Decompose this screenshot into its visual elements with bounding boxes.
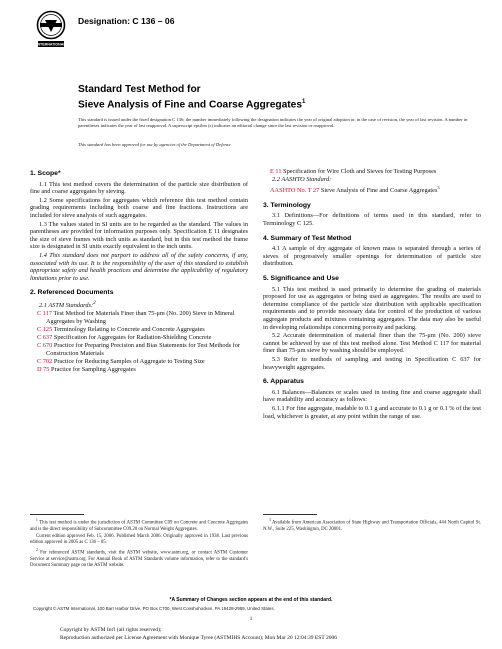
issue-note: This standard is issued under the fixed designation C 136; the number immediately following the designation indicates the year of original adoption or, in the case of revision, the year of last revision. A number in parentheses indicates the year of last reapproval. A superscript epsilon (ε) indicates an editorial change since the last revision or reapproval. xyxy=(78,117,468,129)
para-1-2: 1.2 Some specifications for aggregates which reference this test method contain grading requirements including both coarse and fine fractions. Instructions are included for sieve analysis of such aggregates. xyxy=(30,196,248,219)
footnote-1b: Current edition approved Feb. 15, 2006. Published March 2006. Originally approved in 1938. Last previous edition approved in 2005 as C 136 – 05. xyxy=(30,533,248,545)
section-referenced-docs-heading: 2. Referenced Documents xyxy=(30,289,114,297)
footnote-2: $^2$ For referenced ASTM standards, visit the ASTM website, www.astm.org, or contact ASTM Customer Service at service@astm.org. For Annual Book of ASTM Standards volume information, refer to the standard's Document Summary page on the ASTM website. xyxy=(30,547,248,568)
ref-item: C 117 Test Method for Materials Finer than 75-μm (No. 200) Sieve in Mineral Aggregates by Washing xyxy=(37,310,235,325)
title-text: Sieve Analysis of Fine and Coarse Aggregates xyxy=(78,99,303,111)
footnote-divider-left xyxy=(30,514,84,515)
ref-link[interactable]: C 117 xyxy=(37,310,52,318)
footnotes-right xyxy=(263,517,481,534)
approval-note: This standard has been approved for use by agencies of the Department of Defense. xyxy=(78,142,232,147)
para-5-2: 5.2 Accurate determination of material finer than the 75-μm (No. 200) sieve cannot be achieved by use of this test method alone. Test Method C 117 for material finer than 75-μm sieve by washing should be employed. xyxy=(263,332,481,355)
astm-standards-subheading: 2.1 ASTM Standards:$^2$ xyxy=(39,299,96,309)
ref-item: C 125 Terminology Relating to Concrete and Concrete Aggregates xyxy=(37,325,205,333)
left-column xyxy=(30,164,248,374)
para-6-1-1: 6.1.1 For fine aggregate, readable to 0.1 g and accurate to 0.1 g or 0.1 % of the test load, whichever is greater, at any point within the range of use. xyxy=(263,404,481,420)
section-summary-heading: 4. Summary of Test Method xyxy=(263,234,352,242)
license-line-1: Copyright by ASTM Int'l (all rights reserved); xyxy=(60,627,162,633)
ref-link[interactable]: C 125 xyxy=(37,325,53,333)
para-3-1: 3.1 Definitions—For definitions of terms used in this standard, refer to Terminology C 125. xyxy=(263,212,481,228)
designation: Designation: C 136 – 06 xyxy=(78,16,175,26)
astm-logo xyxy=(34,10,68,52)
ref-item: C 670 Practice for Preparing Precision and Bias Statements for Test Methods for Construction Materials xyxy=(37,341,241,357)
title-line-1: Standard Test Method for xyxy=(78,84,201,95)
summary-of-changes-note: *A Summary of Changes section appears at the end of this standard. xyxy=(169,597,333,603)
title-block xyxy=(78,84,478,111)
para-1-3: 1.3 The values stated in SI units are to be regarded as the standard. The values in parentheses are provided for information purposes only. Specification E 11 designates the size of sieve frames with inch units as standard, but in this test method the frame size is designated in SI units exactly equivalent to the inch units. xyxy=(30,220,248,251)
license-line-2: Reproduction authorized per License Agreement with Monique Tyree (ASTMIHS Account); Mon Mar 20 12:04:39 EST 2006 xyxy=(60,635,337,641)
ref-link[interactable]: C 637 xyxy=(37,333,53,341)
footnote-3: $^3$ Available from American Association of State Highway and Transportation Officials, 444 North Capitol St. N.W., Suite 225, Washington, DC 20001. xyxy=(263,518,481,532)
para-5-3: 5.3 Refer to methods of sampling and testing in Specification C 637 for heavyweight aggregates. xyxy=(263,355,481,371)
para-4-1: 4.1 A sample of dry aggregate of known mass is separated through a series of sieves of progressively smaller openings for determination of particle size distribution. xyxy=(263,245,481,268)
title-footnote-mark: 1 xyxy=(302,99,306,105)
section-apparatus-heading: 6. Apparatus xyxy=(263,378,304,386)
ref-item: E 11 Specification for Wire Cloth and Sieves for Testing Purposes xyxy=(270,168,437,175)
para-1-1: 1.1 This test method covers the determination of the particle size distribution of fine and coarse aggregates by sieving. xyxy=(30,180,248,196)
logo-caption: INTERNATIONAL xyxy=(36,42,66,47)
aashto-subheading: 2.2 AASHTO Standard: xyxy=(272,176,332,184)
footnote-1: $^1$ This test method is under the jurisdiction of ASTM Committee C09 on Concrete and Concrete Aggregates and is the direct responsibility of Subcommittee C09.20 on Normal Weight Aggregates. xyxy=(30,518,248,532)
ref-item: C 702 Practice for Reducing Samples of Aggregate to Testing Size xyxy=(37,357,205,365)
para-1-4: 1.4 This standard does not purport to address all of the safety concerns, if any, associated with its use. It is the responsibility of the user of this standard to establish appropriate safety and health practices and determine the applicability of regulatory limitations prior to use. xyxy=(30,251,248,282)
ref-link[interactable]: E 11 xyxy=(270,168,282,175)
ref-item: D 75 Practice for Sampling Aggregates xyxy=(37,365,136,373)
ref-link[interactable]: C 702 xyxy=(37,357,53,365)
footnotes-left xyxy=(30,517,248,570)
ref-item: C 637 Specification for Aggregates for Radiation-Shielding Concrete xyxy=(37,333,212,341)
right-column xyxy=(263,168,481,421)
ref-item: AASHTO No. T 27 Sieve Analysis of Fine and Coarse Aggregates$^3$ xyxy=(270,185,440,195)
section-terminology-heading: 3. Terminology xyxy=(263,201,311,209)
page-number: 1 xyxy=(249,616,253,622)
section-scope-heading: 1. Scope* xyxy=(30,170,61,177)
ref-link[interactable]: C 670 xyxy=(37,341,53,349)
para-5-1: 5.1 This test method is used primarily to determine the grading of materials proposed for use as aggregates or being used as aggregates. The results are used to determine compliance of the particle size distribution with applicable specification requirements and to provide necessary data for control of the production of various aggregate products and mixtures containing aggregates. The data may also be useful in developing relationships concerning porosity and packing. xyxy=(263,285,481,331)
ref-link[interactable]: D 75 xyxy=(37,365,50,373)
section-significance-heading: 5. Significance and Use xyxy=(263,275,339,283)
footnote-divider-right xyxy=(263,514,317,515)
para-6-1: 6.1 Balances—Balances or scales used in testing fine and coarse aggregate shall have readability and accuracy as follows: xyxy=(263,388,481,404)
ref-link[interactable]: AASHTO No. T 27 xyxy=(270,187,320,195)
copyright-line: Copyright © ASTM International, 100 Barr Harbor Drive, PO Box C700, West Conshohocken, PA 19428-2959, United States. xyxy=(33,606,275,611)
title-line-2 xyxy=(78,96,478,111)
